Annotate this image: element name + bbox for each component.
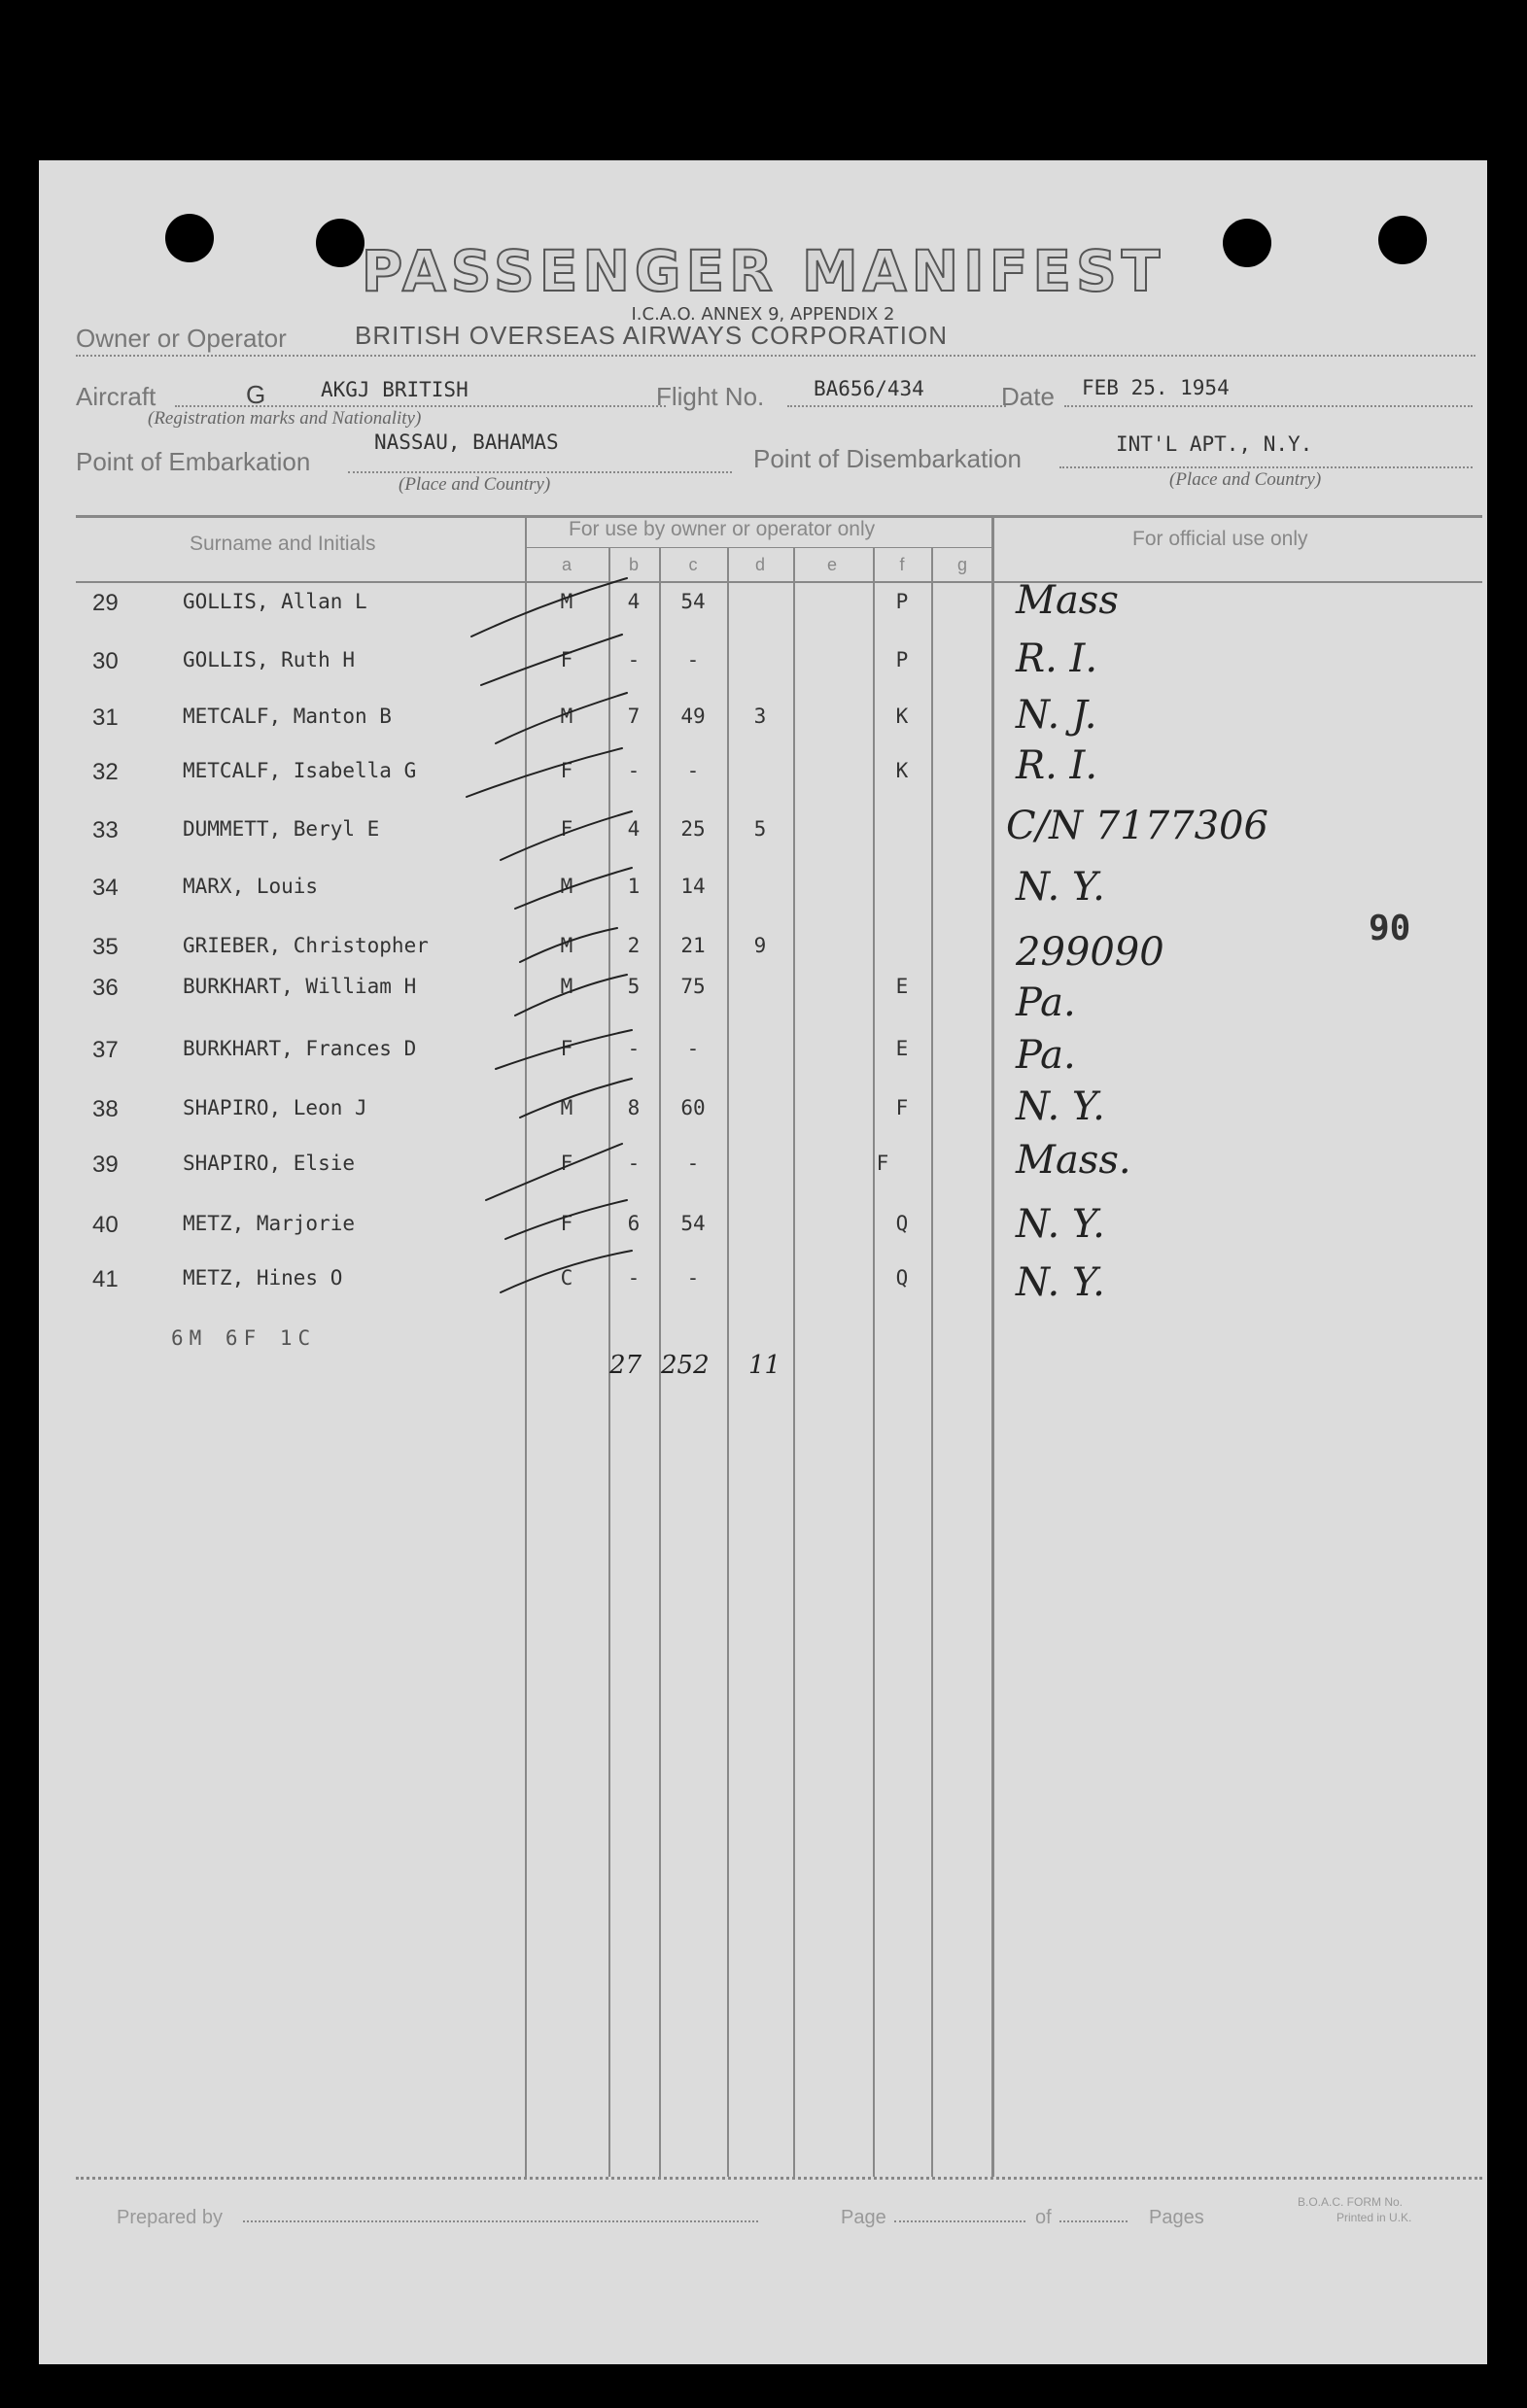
aircraft-label: Aircraft	[76, 382, 156, 411]
aircraft-value: AKGJ BRITISH	[321, 378, 469, 401]
manifest-page	[39, 160, 1487, 2364]
embarkation-value: NASSAU, BAHAMAS	[374, 430, 559, 454]
cell-b: 7	[627, 705, 641, 728]
passenger-name: BURKHART, William H	[183, 975, 417, 998]
disembarkation-label: Point of Disembarkation	[753, 444, 1023, 473]
official-note: N. Y.	[1016, 1084, 1105, 1129]
cell-d: 5	[753, 817, 767, 841]
row-number: 30	[92, 648, 119, 674]
official-note: R. I.	[1016, 636, 1098, 681]
passenger-name: GOLLIS, Allan L	[183, 590, 367, 613]
row-number: 37	[92, 1037, 119, 1063]
aircraft-prefix: G	[246, 380, 266, 409]
owner-value: BRITISH OVERSEAS AIRWAYS CORPORATION	[355, 321, 949, 350]
cell-b: 4	[627, 817, 641, 841]
passenger-name: SHAPIRO, Elsie	[183, 1152, 356, 1175]
official-note: R. I.	[1016, 743, 1098, 788]
cell-a: M	[560, 975, 573, 998]
passenger-name: DUMMETT, Beryl E	[183, 817, 380, 841]
prepared-label: Prepared by	[117, 2207, 223, 2228]
cell-f: Q	[895, 1266, 909, 1290]
disembarkation-value: INT'L APT., N.Y.	[1116, 432, 1313, 456]
cell-c: -	[686, 1152, 700, 1175]
cell-f: P	[895, 590, 909, 613]
row-number: 34	[92, 875, 119, 901]
cell-b: 4	[627, 590, 641, 613]
manifest-subtitle: I.C.A.O. ANNEX 9, APPENDIX 2	[631, 304, 895, 325]
official-note: Pa.	[1016, 980, 1076, 1025]
of-label: of	[1035, 2207, 1052, 2228]
cell-c: 21	[680, 934, 706, 957]
column-label-g: g	[956, 555, 967, 574]
table-bottom-rule	[76, 2177, 1482, 2180]
cell-f: F	[876, 1152, 889, 1175]
page-label: Page	[841, 2207, 886, 2228]
cell-b: -	[627, 1266, 641, 1290]
column-label-a: a	[561, 555, 572, 574]
cell-c: 75	[680, 975, 706, 998]
official-note: N. Y.	[1016, 865, 1105, 910]
row-number: 39	[92, 1152, 119, 1178]
cell-d: 9	[753, 934, 767, 957]
official-note: N. Y.	[1016, 1260, 1105, 1305]
embarkation-label: Point of Embarkation	[76, 447, 311, 476]
column-label-e: e	[826, 555, 837, 574]
column-label-f: f	[899, 555, 905, 574]
cell-c: -	[686, 648, 700, 671]
cell-a: M	[560, 590, 573, 613]
margin-number: 90	[1369, 909, 1411, 948]
cell-f: Q	[895, 1212, 909, 1235]
cell-b: 6	[627, 1212, 641, 1235]
divider	[894, 2220, 1025, 2222]
total-d: 11	[748, 1351, 781, 1380]
total-c: 252	[661, 1351, 710, 1380]
cell-c: 49	[680, 705, 706, 728]
cell-b: -	[627, 1037, 641, 1060]
cell-f: K	[895, 759, 909, 782]
cell-a: F	[560, 1037, 573, 1060]
cell-f: P	[895, 648, 909, 671]
passenger-name: SHAPIRO, Leon J	[183, 1096, 367, 1119]
cell-c: 54	[680, 1212, 706, 1235]
cell-b: 8	[627, 1096, 641, 1119]
row-number: 40	[92, 1212, 119, 1238]
cell-a: M	[560, 934, 573, 957]
cell-f: E	[895, 1037, 909, 1060]
cell-a: M	[560, 705, 573, 728]
row-number: 41	[92, 1266, 119, 1292]
passenger-name: BURKHART, Frances D	[183, 1037, 417, 1060]
cell-b: -	[627, 648, 641, 671]
official-note: N. J.	[1016, 693, 1097, 738]
date-value: FEB 25. 1954	[1082, 376, 1230, 399]
official-note: 299090	[1016, 930, 1164, 975]
column-label-d: d	[754, 555, 765, 574]
divider	[1059, 2220, 1128, 2222]
row-number: 32	[92, 759, 119, 785]
operator-header: For use by owner or operator only	[569, 518, 876, 540]
form-label: B.O.A.C. FORM No.	[1298, 2195, 1404, 2209]
passenger-name: METCALF, Isabella G	[183, 759, 417, 782]
cell-c: 60	[680, 1096, 706, 1119]
handwritten-strikes	[39, 160, 1487, 1424]
passenger-name: METZ, Marjorie	[183, 1212, 356, 1235]
official-note: Pa.	[1016, 1033, 1076, 1078]
official-note: C/N 7177306	[1006, 804, 1268, 848]
cell-f: F	[895, 1096, 909, 1119]
date-label: Date	[1001, 382, 1055, 411]
flight-label: Flight No.	[656, 382, 765, 411]
cell-c: -	[686, 1037, 700, 1060]
surname-header: Surname and Initials	[190, 533, 376, 555]
divider	[243, 2220, 758, 2222]
cell-f: K	[895, 705, 909, 728]
aircraft-caption: (Registration marks and Nationality)	[148, 408, 422, 429]
official-note: Mass.	[1016, 1138, 1131, 1183]
cell-b: -	[627, 1152, 641, 1175]
cell-b: 5	[627, 975, 641, 998]
cell-c: 14	[680, 875, 706, 898]
cell-a: F	[560, 648, 573, 671]
cell-f: E	[895, 975, 909, 998]
cell-b: -	[627, 759, 641, 782]
cell-a: M	[560, 875, 573, 898]
cell-c: -	[686, 759, 700, 782]
cell-c: 25	[680, 817, 706, 841]
official-header: For official use only	[1132, 528, 1308, 550]
column-label-b: b	[628, 555, 639, 574]
manifest-title: PASSENGER MANIFEST	[361, 238, 1165, 304]
cell-a: F	[560, 1212, 573, 1235]
flight-value: BA656/434	[814, 377, 924, 400]
embarkation-caption: (Place and Country)	[399, 474, 551, 495]
cell-b: 1	[627, 875, 641, 898]
owner-label: Owner or Operator	[76, 324, 287, 353]
total-b: 27	[609, 1351, 642, 1380]
column-label-c: c	[688, 555, 698, 574]
row-number: 36	[92, 975, 119, 1001]
cell-a: F	[560, 1152, 573, 1175]
row-number: 38	[92, 1096, 119, 1122]
cell-a: F	[560, 817, 573, 841]
official-note: N. Y.	[1016, 1202, 1105, 1247]
disembarkation-caption: (Place and Country)	[1169, 469, 1322, 490]
row-number: 31	[92, 705, 119, 731]
cell-b: 2	[627, 934, 641, 957]
cell-a: M	[560, 1096, 573, 1119]
cell-c: -	[686, 1266, 700, 1290]
passenger-name: METCALF, Manton B	[183, 705, 392, 728]
pages-label: Pages	[1149, 2207, 1204, 2228]
cell-c: 54	[680, 590, 706, 613]
passenger-summary: 6M 6F 1C	[171, 1326, 317, 1350]
row-number: 33	[92, 817, 119, 843]
cell-a: C	[560, 1266, 573, 1290]
passenger-name: GRIEBER, Christopher	[183, 934, 429, 957]
row-number: 35	[92, 934, 119, 960]
row-number: 29	[92, 590, 119, 616]
cell-a: F	[560, 759, 573, 782]
printed-label: Printed in U.K.	[1336, 2211, 1412, 2224]
passenger-name: MARX, Louis	[183, 875, 319, 898]
official-note: Mass	[1016, 578, 1119, 623]
passenger-name: GOLLIS, Ruth H	[183, 648, 356, 671]
passenger-name: METZ, Hines O	[183, 1266, 343, 1290]
cell-d: 3	[753, 705, 767, 728]
